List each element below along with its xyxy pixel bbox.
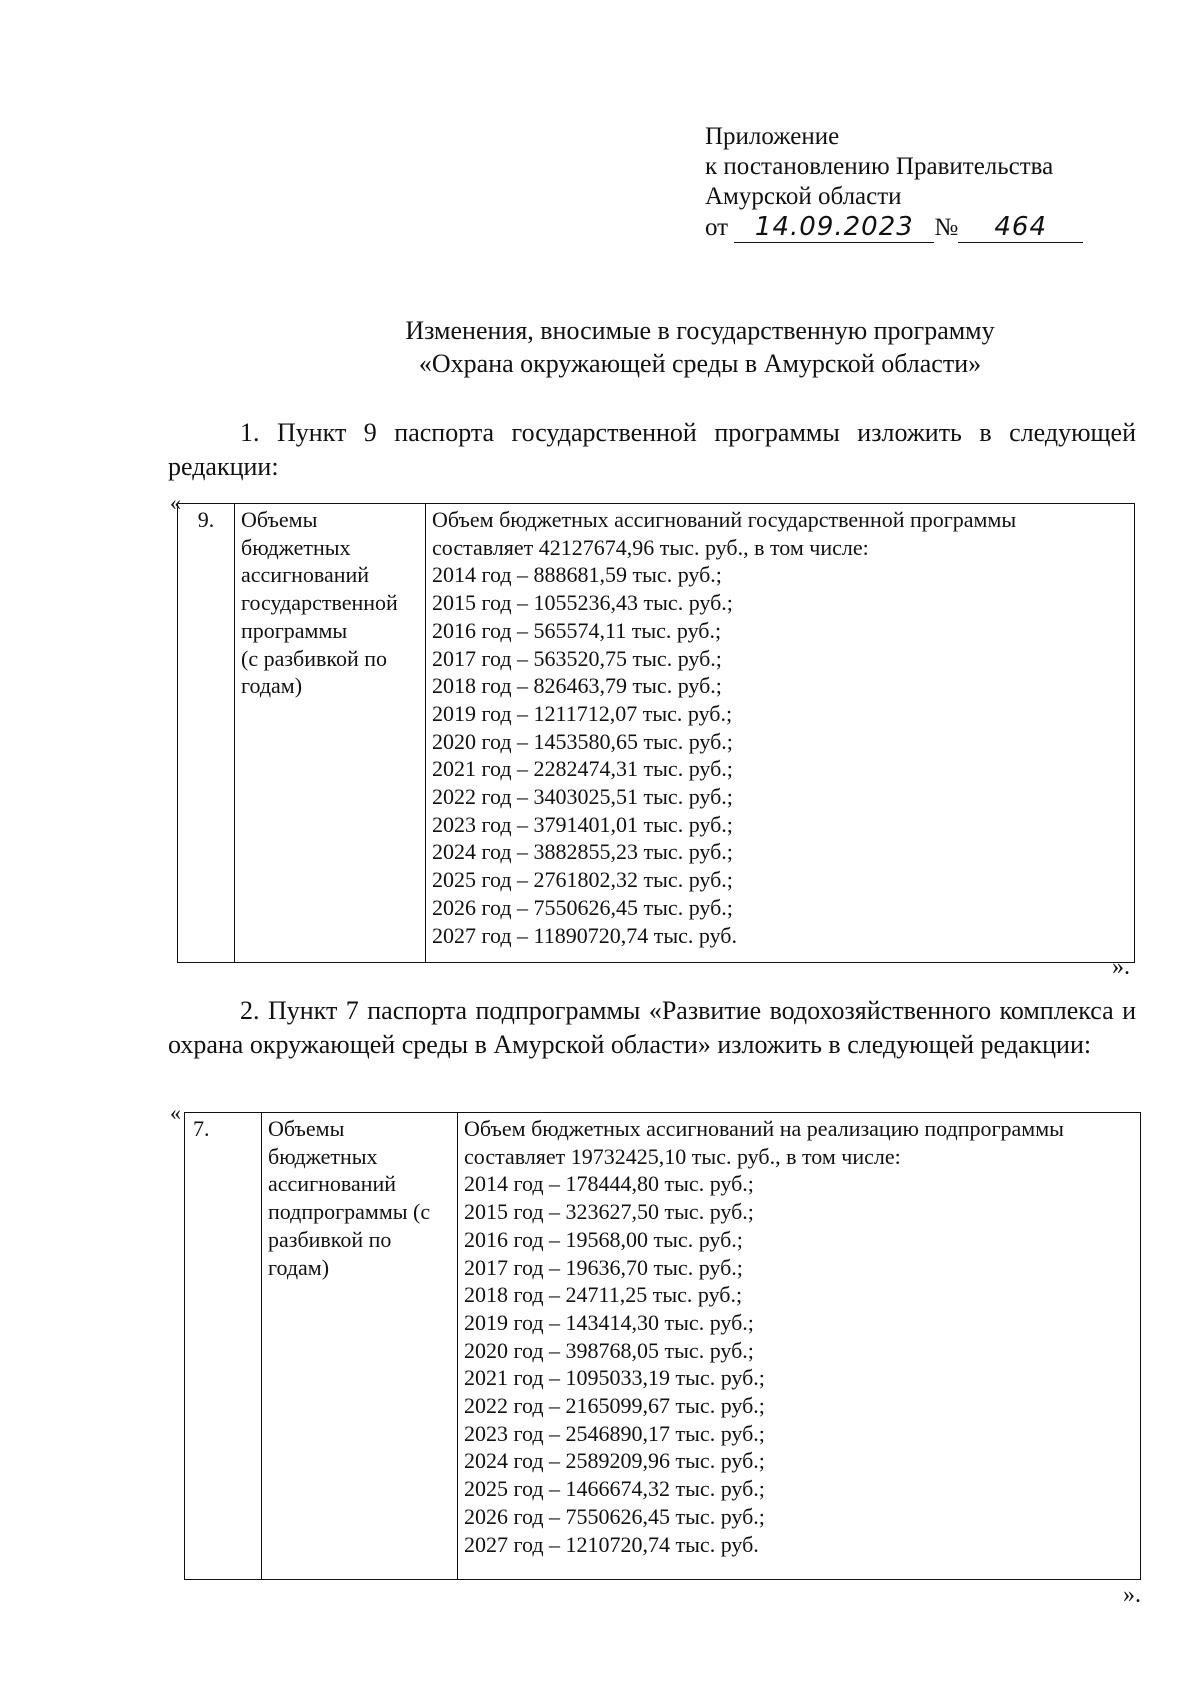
value-line: 2017 год – 563520,75 тыс. руб.;: [432, 645, 722, 671]
value-line: 2026 год – 7550626,45 тыс. руб.;: [432, 894, 733, 920]
appendix-line-3: Амурской области: [705, 183, 902, 210]
value-line: 2026 год – 7550626,45 тыс. руб.;: [464, 1503, 765, 1529]
appendix-line-2: к постановлению Правительства: [705, 153, 1054, 180]
name-line: разбивкой по: [268, 1226, 392, 1252]
section-1-close-quote: ».: [1112, 954, 1130, 980]
value-line: Объем бюджетных ассигнований государственной программы: [432, 507, 1017, 532]
name-line: ассигнований: [268, 1171, 397, 1197]
table-row: [185, 1113, 1141, 1580]
value-line: 2024 год – 2589209,96 тыс. руб.;: [464, 1448, 765, 1474]
row-number-cell: 9.: [178, 504, 235, 963]
section-1-table: [177, 503, 1135, 963]
name-line: Объемы: [268, 1116, 345, 1141]
row-name-cell: [235, 504, 426, 963]
value-line: 2025 год – 2761802,32 тыс. руб.;: [432, 867, 733, 893]
row-number-cell: 7.: [185, 1113, 262, 1580]
value-line: 2022 год – 3403025,51 тыс. руб.;: [432, 784, 733, 810]
document-title: [300, 314, 1100, 380]
number-label: №: [934, 214, 959, 241]
section-2-close-quote: ».: [1123, 1582, 1141, 1608]
name-line: бюджетных: [268, 1143, 378, 1169]
name-line: годам): [268, 1254, 330, 1280]
value-line: 2014 год – 888681,59 тыс. руб.;: [432, 562, 722, 588]
value-line: 2023 год – 3791401,01 тыс. руб.;: [432, 811, 733, 837]
title-line-2: «Охрана окружающей среды в Амурской области»: [418, 349, 982, 378]
value-line: Объем бюджетных ассигнований на реализацию подпрограммы: [464, 1116, 1064, 1141]
appendix-block: [705, 122, 1083, 243]
section-2-paragraph: [168, 994, 1136, 1062]
row-name-cell: [262, 1113, 458, 1580]
section-2-text: 2. Пункт 7 паспорта подпрограммы «Развитие водохозяйственного комплекса и охрана окружающей среды в Амурской области» изложить в следующей редакции:: [168, 996, 1136, 1059]
row-value-cell: [458, 1113, 1141, 1580]
value-line: составляет 19732425,10 тыс. руб., в том числе:: [464, 1143, 901, 1169]
name-line: годам): [241, 673, 303, 699]
appendix-line-1: Приложение: [705, 123, 840, 150]
value-line: 2017 год – 19636,70 тыс. руб.;: [464, 1254, 743, 1280]
section-2-table: [184, 1112, 1141, 1580]
table-row: [178, 504, 1135, 963]
handwritten-date: 14.09.2023: [734, 212, 934, 243]
value-line: 2025 год – 1466674,32 тыс. руб.;: [464, 1476, 765, 1502]
name-line: государственной: [241, 590, 398, 616]
value-line: 2023 год – 2546890,17 тыс. руб.;: [464, 1420, 765, 1446]
value-line: 2027 год – 1210720,74 тыс. руб.: [464, 1531, 759, 1557]
row-value-cell: [426, 504, 1135, 963]
name-line: программы: [241, 617, 348, 643]
name-line: подпрограммы (с: [268, 1199, 431, 1225]
name-line: Объемы: [241, 507, 318, 532]
handwritten-number: 464: [958, 212, 1083, 243]
value-line: 2024 год – 3882855,23 тыс. руб.;: [432, 839, 733, 865]
value-line: 2019 год – 143414,30 тыс. руб.;: [464, 1309, 754, 1335]
value-line: 2019 год – 1211712,07 тыс. руб.;: [432, 700, 733, 726]
value-line: 2020 год – 398768,05 тыс. руб.;: [464, 1337, 754, 1363]
value-line: 2014 год – 178444,80 тыс. руб.;: [464, 1171, 754, 1197]
section-1-text: 1. Пункт 9 паспорта государственной программы изложить в следующей редакции:: [168, 418, 1136, 481]
value-line: 2016 год – 19568,00 тыс. руб.;: [464, 1226, 743, 1252]
value-line: 2022 год – 2165099,67 тыс. руб.;: [464, 1393, 765, 1419]
value-line: 2016 год – 565574,11 тыс. руб.;: [432, 617, 722, 643]
section-1-open-quote: «: [170, 490, 181, 515]
value-line: 2018 год – 826463,79 тыс. руб.;: [432, 673, 722, 699]
date-prefix: от: [705, 214, 729, 241]
value-line: 2027 год – 11890720,74 тыс. руб.: [432, 922, 737, 948]
value-line: 2021 год – 1095033,19 тыс. руб.;: [464, 1365, 765, 1391]
value-line: составляет 42127674,96 тыс. руб., в том числе:: [432, 534, 869, 560]
title-line-1: Изменения, вносимые в государственную программу: [405, 316, 995, 345]
section-2-open-quote: «: [170, 1100, 181, 1125]
value-line: 2021 год – 2282474,31 тыс. руб.;: [432, 756, 733, 782]
value-line: 2015 год – 323627,50 тыс. руб.;: [464, 1199, 754, 1225]
value-line: 2020 год – 1453580,65 тыс. руб.;: [432, 728, 733, 754]
value-line: 2015 год – 1055236,43 тыс. руб.;: [432, 590, 733, 616]
section-1-paragraph: [168, 416, 1136, 484]
name-line: бюджетных: [241, 534, 351, 560]
name-line: ассигнований: [241, 562, 370, 588]
name-line: (с разбивкой по: [241, 645, 388, 671]
value-line: 2018 год – 24711,25 тыс. руб.;: [464, 1282, 743, 1308]
appendix-date-line: [705, 212, 1083, 243]
